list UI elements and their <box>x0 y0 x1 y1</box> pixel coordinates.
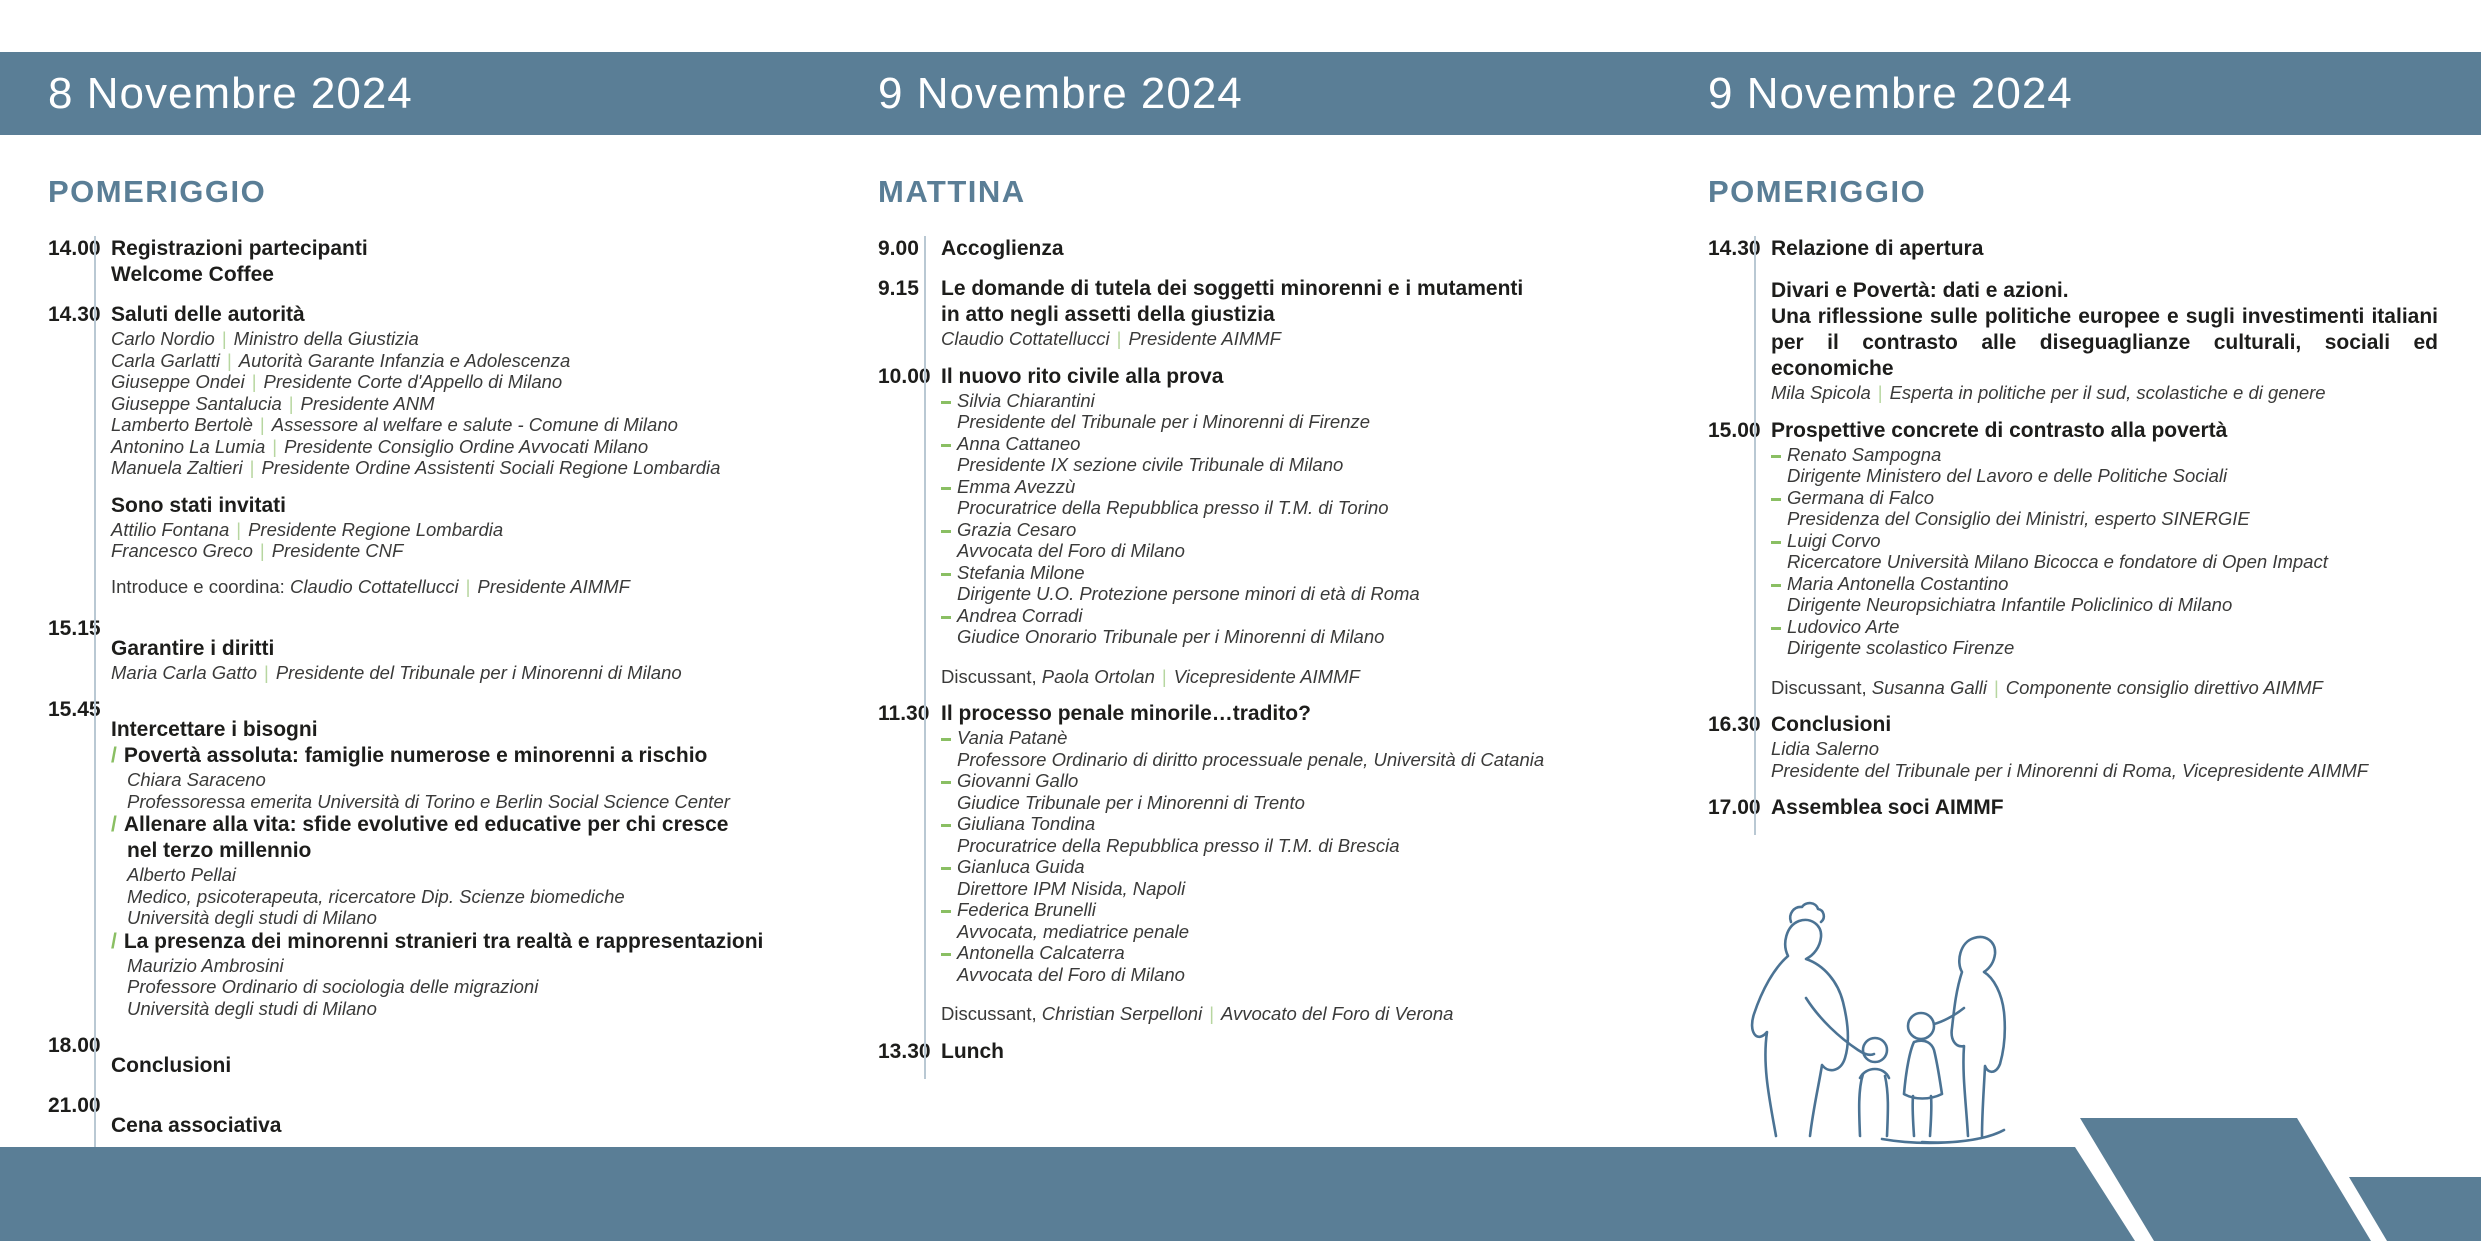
time-label: 17.00 <box>1708 796 1761 819</box>
speaker-line: Germana di Falco <box>1771 487 2438 509</box>
entry-content <box>94 302 830 493</box>
speaker-role: Ricercatore Università Milano Bicocca e fondatore di Open Impact <box>1787 551 2328 572</box>
speaker-role: Professoressa emerita Università di Torino e Berlin Social Science Center <box>127 790 730 812</box>
entry-row <box>878 701 1668 1039</box>
pipe-separator: | <box>1209 1003 1214 1024</box>
speaker-line: Emma Avezzù <box>941 476 1668 498</box>
time-label: 15.15 <box>48 616 101 640</box>
dash-bullet-icon <box>941 867 951 870</box>
speaker-role: Giudice Onorario Tribunale per i Minorenni di Milano <box>957 626 1385 647</box>
speaker-name: Alberto Pellai <box>127 864 237 885</box>
talk-title: / La presenza dei minorenni stranieri tra realtà e rappresentazioni <box>111 929 764 953</box>
column-saturday-afternoon <box>1708 162 2438 835</box>
spacer <box>1771 262 2438 278</box>
speaker-role: Direttore IPM Nisida, Napoli <box>957 877 1186 899</box>
lead-label: Discussant, <box>941 665 1042 687</box>
entry-title: Le domande di tutela dei soggetti minorenni e i mutamenti <box>941 277 1524 300</box>
speaker-role: Assessore al welfare e salute - Comune di Milano <box>271 414 678 435</box>
speaker-role: Componente consiglio direttivo AIMMF <box>2005 676 2323 698</box>
speaker-line: Vania Patanè <box>941 727 1668 749</box>
entry-row <box>48 576 830 616</box>
time-label: 11.30 <box>878 702 930 725</box>
entry-title: Assemblea soci AIMMF <box>1771 796 2004 819</box>
entry-subtitle: Divari e Povertà: dati e azioni. <box>1771 279 2069 302</box>
dash-bullet-icon <box>1771 584 1781 587</box>
speaker-role: Presidente Corte d'Appello di Milano <box>263 371 563 392</box>
time-label <box>48 576 94 616</box>
speaker-role: Esperta in politiche per il sud, scolastiche e di genere <box>1889 382 2326 403</box>
speaker-role: Dirigente Neuropsichiatra Infantile Policlinico di Milano <box>1787 594 2233 615</box>
speaker-name: Giuseppe Ondei <box>111 371 245 392</box>
entry-title: Conclusioni <box>1771 713 1892 736</box>
person-line <box>111 519 830 541</box>
time-label: 18.00 <box>48 1034 101 1057</box>
pipe-separator: | <box>1161 665 1167 687</box>
pipe-separator: | <box>1116 328 1122 349</box>
person-line <box>1771 677 2438 699</box>
speaker-role: Presidente AIMMF <box>477 575 630 597</box>
speaker-name: Maurizio Ambrosini <box>127 954 284 976</box>
entry-content <box>1754 418 2438 713</box>
entry-row <box>1708 712 2438 795</box>
speaker-line: Gianluca Guida <box>941 856 1668 878</box>
entry-title: Cena associativa <box>111 1114 282 1137</box>
person-line <box>941 666 1668 688</box>
entry-content <box>94 1033 830 1093</box>
speaker-role: Avvocata del Foro di Milano <box>957 963 1185 985</box>
dash-bullet-icon <box>941 616 951 619</box>
speaker-role: Avvocato del Foro di Verona <box>1221 1003 1454 1024</box>
speaker-line: Giuliana Tondina <box>941 813 1668 835</box>
entry-title: Saluti delle autorità <box>111 303 305 326</box>
person-line <box>111 540 830 562</box>
speaker-role: Presidente Consiglio Ordine Avvocati Milano <box>284 435 649 457</box>
speaker-line: Stefania Milone <box>941 562 1668 584</box>
person-line <box>111 371 830 393</box>
entry-title: Intercettare i bisogni <box>111 718 318 741</box>
speaker-role: Dirigente scolastico Firenze <box>1787 637 2015 658</box>
dash-bullet-icon <box>1771 455 1781 458</box>
speaker-name: Susanna Galli <box>1871 676 1987 698</box>
lead-label: Discussant, <box>1771 676 1872 698</box>
dash-bullet-icon <box>941 444 951 447</box>
speaker-line: Silvia Chiarantini <box>941 390 1668 412</box>
speaker-name: Francesco Greco <box>111 540 253 561</box>
speaker-name: Antonino La Lumia <box>111 435 266 457</box>
speaker-role: Dirigente Ministero del Lavoro e delle Politiche Sociali <box>1787 465 2228 486</box>
dash-bullet-icon <box>941 487 951 490</box>
entry-row <box>48 236 830 302</box>
entry-row <box>48 493 830 576</box>
speaker-role: Professore Ordinario di diritto processuale penale, Università di Catania <box>957 748 1545 770</box>
speaker-role: Procuratrice della Repubblica presso il T.M. di Brescia <box>957 834 1400 856</box>
speaker-name: Claudio Cottatellucci <box>289 575 459 597</box>
entry-title: Welcome Coffee <box>111 263 274 286</box>
pipe-separator: | <box>236 518 242 540</box>
entry-row <box>1708 418 2438 713</box>
dash-bullet-icon <box>1771 627 1781 630</box>
speaker-line: Maria Antonella Costantino <box>1771 573 2438 595</box>
speaker-line: Antonella Calcaterra <box>941 942 1668 964</box>
speaker-role: Autorità Garante Infanzia e Adolescenza <box>238 349 571 371</box>
entry-title: Sono stati invitati <box>111 493 287 517</box>
speaker-line: Anna Cattaneo <box>941 433 1668 455</box>
speaker-role: Professore Ordinario di sociologia delle migrazioni <box>127 976 539 997</box>
dash-bullet-icon <box>1771 541 1781 544</box>
entry-content <box>924 364 1668 702</box>
lead-label: Discussant, <box>941 1003 1042 1024</box>
time-label: 13.30 <box>878 1039 931 1063</box>
entry-title: Il nuovo rito civile alla prova <box>941 364 1224 388</box>
session-heading: POMERIGGIO <box>1708 174 1927 209</box>
speaker-name: Chiara Saraceno <box>127 769 266 790</box>
speaker-line: Andrea Corradi <box>941 605 1668 627</box>
entry-content <box>924 236 1668 276</box>
speaker-name: Lidia Salerno <box>1771 738 1879 759</box>
session-heading: POMERIGGIO <box>48 174 267 209</box>
pipe-separator: | <box>226 349 232 371</box>
person-line <box>111 436 830 458</box>
pipe-separator: | <box>251 371 257 392</box>
entries-list <box>878 236 1668 1079</box>
pipe-separator: | <box>264 661 269 683</box>
entry-content <box>94 1093 830 1153</box>
person-line <box>111 328 830 350</box>
talk-title: nel terzo millennio <box>127 839 312 862</box>
entry-content <box>1754 712 2438 795</box>
entry-content <box>924 701 1668 1039</box>
lead-label: Introduce e coordina: <box>111 575 290 597</box>
dash-bullet-icon <box>941 781 951 784</box>
entry-title: Conclusioni <box>111 1054 232 1077</box>
speaker-line: Renato Sampogna <box>1771 444 2438 466</box>
entry-row <box>48 616 830 698</box>
pipe-separator: | <box>249 457 255 478</box>
entry-title: in atto negli assetti della giustizia <box>941 303 1275 326</box>
family-illustration <box>1742 898 2022 1148</box>
entry-title: Il processo penale minorile…tradito? <box>941 702 1311 725</box>
speaker-role: Presidente del Tribunale per i Minorenni di Roma, Vicepresidente AIMMF <box>1771 759 2369 781</box>
entry-content <box>94 576 830 616</box>
speaker-name: Christian Serpelloni <box>1041 1003 1203 1024</box>
time-label: 9.00 <box>878 237 919 260</box>
speaker-role: Presidente IX sezione civile Tribunale di Milano <box>957 454 1344 475</box>
speaker-name: Maria Carla Gatto <box>111 661 257 683</box>
speaker-role: Medico, psicoterapeuta, ricercatore Dip. Scienze biomediche <box>127 885 625 907</box>
speaker-role: Presidente del Tribunale per i Minorenni di Firenze <box>957 411 1371 432</box>
speaker-line: Federica Brunelli <box>941 899 1668 921</box>
speaker-name: Giuseppe Santalucia <box>111 392 282 414</box>
talk-title: / Povertà assoluta: famiglie numerose e minorenni a rischio <box>111 744 708 767</box>
entry-content <box>924 276 1668 364</box>
entry-row <box>1708 795 2438 835</box>
entry-paragraph: Una riflessione sulle politiche europee e sugli investimenti italiani per il contrasto alle diseguaglianze culturali, sociali ed economiche <box>1771 305 2438 380</box>
speaker-role: Presidente Regione Lombardia <box>248 518 504 540</box>
slash-bullet-icon: / <box>111 813 117 836</box>
slash-bullet-icon: / <box>111 744 117 767</box>
time-label <box>48 493 94 576</box>
speaker-name: Carla Garlatti <box>111 349 220 371</box>
speaker-role: Avvocata del Foro di Milano <box>957 540 1185 561</box>
pipe-separator: | <box>1993 676 1999 698</box>
date-column-1: 8 Novembre 2024 <box>48 68 413 118</box>
speaker-role: Presidente CNF <box>271 540 404 561</box>
speaker-role: Vicepresidente AIMMF <box>1173 665 1360 687</box>
entry-content <box>1754 795 2438 835</box>
person-line <box>111 457 830 479</box>
speaker-name: Lamberto Bertolè <box>111 414 253 435</box>
time-label: 14.30 <box>1708 237 1761 260</box>
speaker-name: Mila Spicola <box>1771 382 1871 403</box>
session-heading: MATTINA <box>878 174 1026 209</box>
pipe-separator: | <box>465 575 471 597</box>
speaker-role: Presidente Ordine Assistenti Sociali Regione Lombardia <box>261 457 721 478</box>
pipe-separator: | <box>272 435 278 457</box>
speaker-line: Grazia Cesaro <box>941 519 1668 541</box>
person-line <box>111 350 830 372</box>
pipe-separator: | <box>288 392 294 414</box>
dash-bullet-icon <box>941 573 951 576</box>
dash-bullet-icon <box>941 910 951 913</box>
entry-title: Prospettive concrete di contrasto alla povertà <box>1771 418 2228 442</box>
person-line <box>111 576 830 598</box>
talk-title: / Allenare alla vita: sfide evolutive ed educative per chi cresce <box>111 813 729 836</box>
person-line <box>111 662 830 684</box>
person-line <box>941 328 1668 350</box>
speaker-name: Attilio Fontana <box>111 518 230 540</box>
entry-title: Accoglienza <box>941 237 1064 260</box>
date-column-3: 9 Novembre 2024 <box>1708 68 2073 118</box>
dash-bullet-icon <box>941 953 951 956</box>
slash-bullet-icon: / <box>111 929 117 953</box>
time-label: 9.15 <box>878 277 919 300</box>
speaker-role: Ministro della Giustizia <box>233 328 419 349</box>
date-column-2: 9 Novembre 2024 <box>878 68 1243 118</box>
entry-row <box>48 697 830 1033</box>
entry-row <box>878 1039 1668 1079</box>
speaker-name: Claudio Cottatellucci <box>941 328 1110 349</box>
speaker-line: Ludovico Arte <box>1771 616 2438 638</box>
speaker-role: Presidente ANM <box>300 392 435 414</box>
speaker-role: Avvocata, mediatrice penale <box>957 920 1190 942</box>
speaker-line: Luigi Corvo <box>1771 530 2438 552</box>
person-line <box>111 414 830 436</box>
entry-title: Garantire i diritti <box>111 636 275 660</box>
entry-row <box>878 276 1668 364</box>
dash-bullet-icon <box>941 738 951 741</box>
speaker-role: Università degli studi di Milano <box>127 997 377 1019</box>
dash-bullet-icon <box>1771 498 1781 501</box>
entry-content <box>924 1039 1668 1079</box>
entry-title: Registrazioni partecipanti <box>111 237 368 260</box>
time-label: 14.00 <box>48 237 101 260</box>
person-line <box>111 393 830 415</box>
entry-title: Lunch <box>941 1039 1004 1063</box>
column-friday-afternoon <box>48 162 830 1153</box>
entry-title: Relazione di apertura <box>1771 237 1984 260</box>
time-label: 15.00 <box>1708 418 1761 442</box>
entry-row <box>878 236 1668 276</box>
time-label: 15.45 <box>48 698 101 721</box>
pipe-separator: | <box>1877 382 1883 403</box>
speaker-role: Presidenza del Consiglio dei Ministri, esperto SINERGIE <box>1787 508 2250 529</box>
speaker-role: Giudice Tribunale per i Minorenni di Trento <box>957 791 1305 813</box>
pipe-separator: | <box>259 540 265 561</box>
person-line <box>1771 382 2438 404</box>
speaker-line: Giovanni Gallo <box>941 770 1668 792</box>
entries-list <box>48 236 830 1153</box>
time-label: 16.30 <box>1708 713 1761 736</box>
entry-content <box>1754 236 2438 418</box>
speaker-name: Paola Ortolan <box>1041 665 1155 687</box>
column-saturday-morning <box>878 162 1668 1079</box>
speaker-role: Presidente del Tribunale per i Minorenni di Milano <box>275 661 682 683</box>
entry-content <box>94 493 830 576</box>
person-line <box>941 1003 1668 1025</box>
entry-content <box>94 697 830 1033</box>
footer-band <box>0 1147 2031 1241</box>
speaker-role: Dirigente U.O. Protezione persone minori di età di Roma <box>957 583 1420 604</box>
entry-row <box>48 1033 830 1093</box>
entry-row <box>1708 236 2438 418</box>
speaker-role: Procuratrice della Repubblica presso il T.M. di Torino <box>957 497 1389 518</box>
speaker-name: Manuela Zaltieri <box>111 457 243 478</box>
speaker-name: Carlo Nordio <box>111 328 215 349</box>
pipe-separator: | <box>259 414 265 435</box>
time-label: 10.00 <box>878 364 931 388</box>
entry-row <box>878 364 1668 702</box>
entries-list <box>1708 236 2438 835</box>
entry-content <box>94 236 830 302</box>
header-band <box>0 52 2481 135</box>
entry-row <box>48 302 830 493</box>
dash-bullet-icon <box>941 401 951 404</box>
time-label: 14.30 <box>48 303 101 326</box>
logo-mark <box>2031 1100 2481 1241</box>
dash-bullet-icon <box>941 824 951 827</box>
entry-row <box>48 1093 830 1153</box>
speaker-role: Università degli studi di Milano <box>127 907 377 928</box>
pipe-separator: | <box>221 328 227 349</box>
speaker-role: Presidente AIMMF <box>1128 328 1281 349</box>
time-label: 21.00 <box>48 1094 101 1117</box>
entry-content <box>94 616 830 698</box>
dash-bullet-icon <box>941 530 951 533</box>
